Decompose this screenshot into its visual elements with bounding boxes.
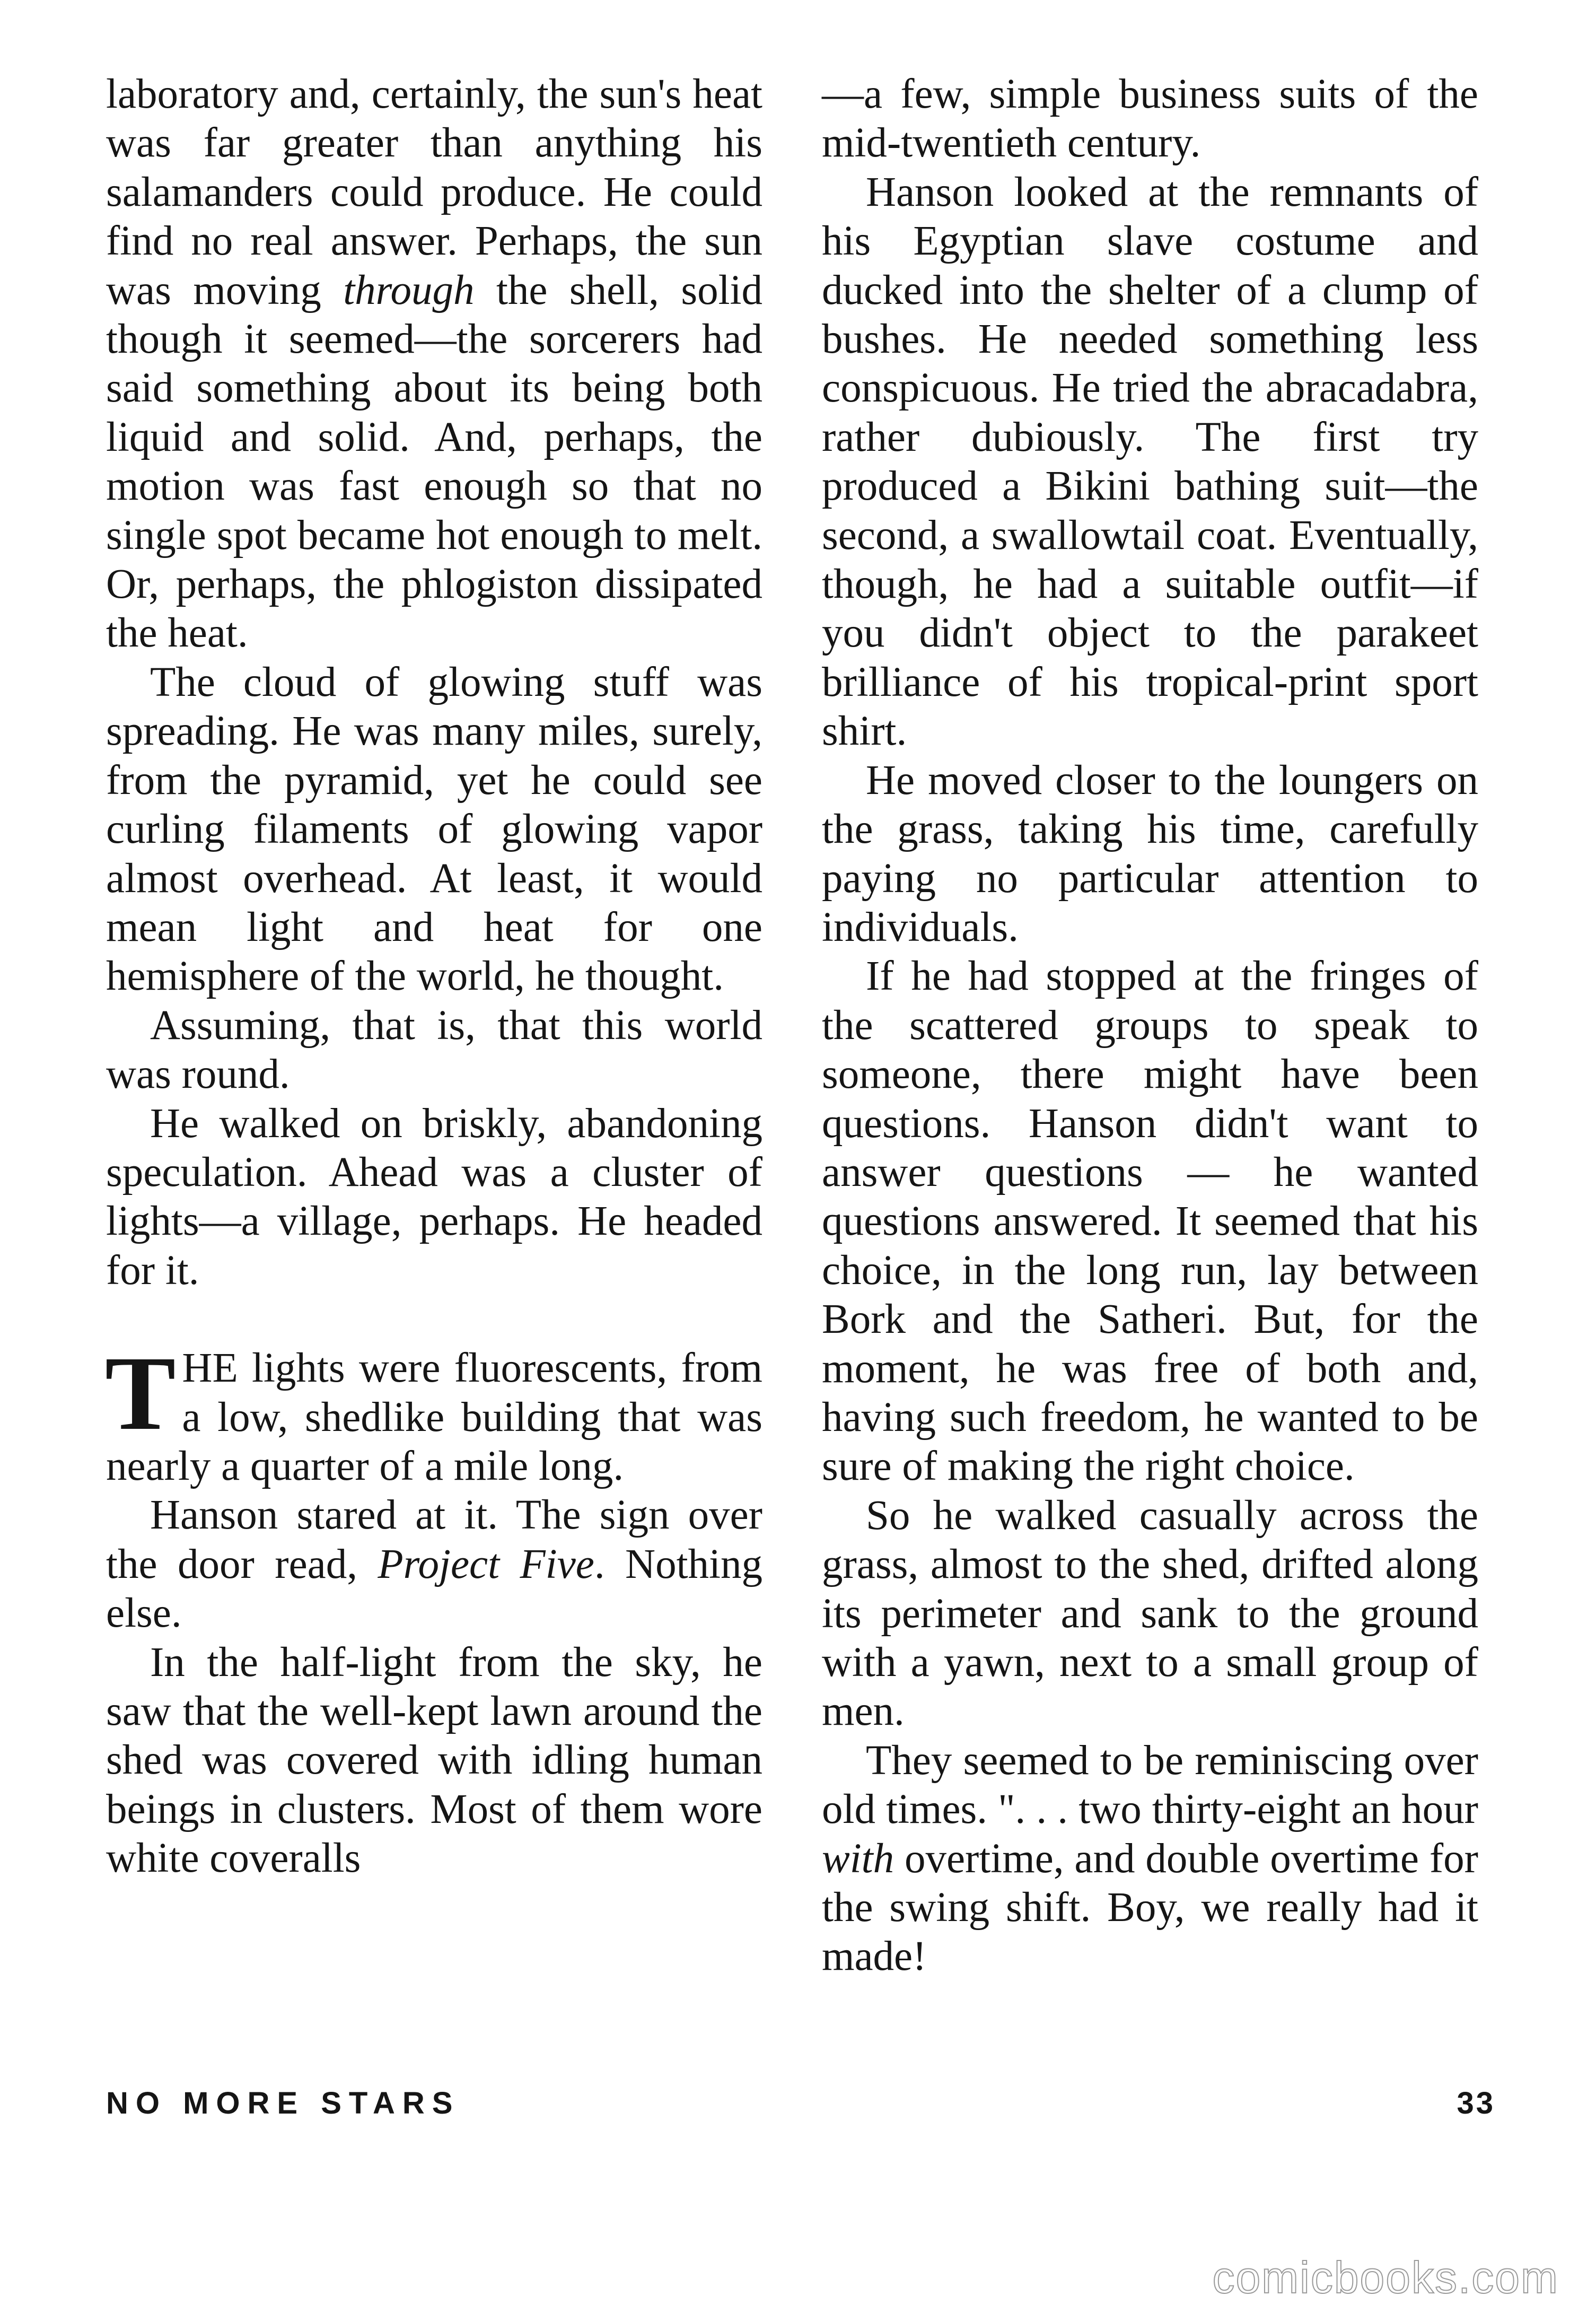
paragraph: —a few, simple business suits of the mid-twentieth century. bbox=[822, 71, 1478, 167]
paragraph: In the half-light from the sky, he saw that the well-kept lawn around the shed was covered with idling human beings in clusters. Most of them wore white coveralls bbox=[106, 1639, 762, 1882]
paragraph: laboratory and, certainly, the sun's heat was far greater than anything his salamanders could produce. He could find no real answer. Perhaps, the sun was moving through the shell, solid though it seemed—the sorcerers had said something about its being both liquid and solid. And, perhaps, the motion was fast enough so that no single spot became hot enough to melt. Or, perhaps, the phlogiston dissipated the heat. bbox=[106, 71, 762, 657]
paragraph: Hanson looked at the remnants of his Egyptian slave costume and ducked into the shelter of a clump of bushes. He needed something less conspicuous. He tried the abracadabra, rather dubiously. The first try produced a Bikini bathing suit—the second, a swallowtail coat. Eventually, though, he had a suitable outfit—if you didn't object to the parakeet brilliance of his tropical-print sport shirt. bbox=[822, 169, 1478, 755]
section-opening-paragraph bbox=[105, 1335, 762, 1491]
paragraph: So he walked casually across the grass, almost to the shed, drifted along its perimeter and sank to the ground with a yawn, next to a small group of men. bbox=[822, 1492, 1478, 1735]
paragraph: He walked on briskly, abandoning speculation. Ahead was a cluster of lights—a village, perhaps. He headed for it. bbox=[106, 1100, 762, 1294]
paragraph: He moved closer to the loungers on the grass, taking his time, carefully paying no particular attention to individuals. bbox=[822, 757, 1478, 950]
paragraph-text: lights were fluorescents, from a low, shedlike building that was nearly a quarter of a mile long. bbox=[106, 1345, 762, 1489]
paragraph: Hanson stared at it. The sign over the door read, Project Five. Nothing else. bbox=[106, 1492, 762, 1637]
paragraph: The cloud of glowing stuff was spreading. He was many miles, surely, from the pyramid, yet he could see curling filaments of glowing vapor almost overhead. At least, it would mean light and heat for one hemisphere of the world, he thought. bbox=[106, 659, 762, 1000]
paragraph: Assuming, that is, that this world was round. bbox=[106, 1002, 762, 1098]
watermark-logo: comicbooks.com bbox=[1212, 2253, 1559, 2302]
drop-cap: T bbox=[105, 1335, 176, 1453]
paragraph: If he had stopped at the fringes of the scattered groups to speak to someone, there might have been questions. Hanson didn't want to answer questions — he wanted questions answered. It seemed that his choice, in the long run, lay between Bork and the Satheri. But, for the moment, he was free of both and, having such freedom, he wanted to be sure of making the right choice. bbox=[822, 953, 1478, 1490]
page-number: 33 bbox=[1457, 2086, 1495, 2120]
left-column bbox=[106, 70, 762, 1883]
running-title: NO MORE STARS bbox=[106, 2086, 460, 2120]
right-column bbox=[822, 70, 1478, 1981]
small-caps-lead: HE bbox=[182, 1345, 238, 1392]
paragraph: They seemed to be reminiscing over old times. ". . . two thirty-eight an hour with overtime, and double overtime for the swing shift. Boy, we really had it made! bbox=[822, 1737, 1478, 1980]
